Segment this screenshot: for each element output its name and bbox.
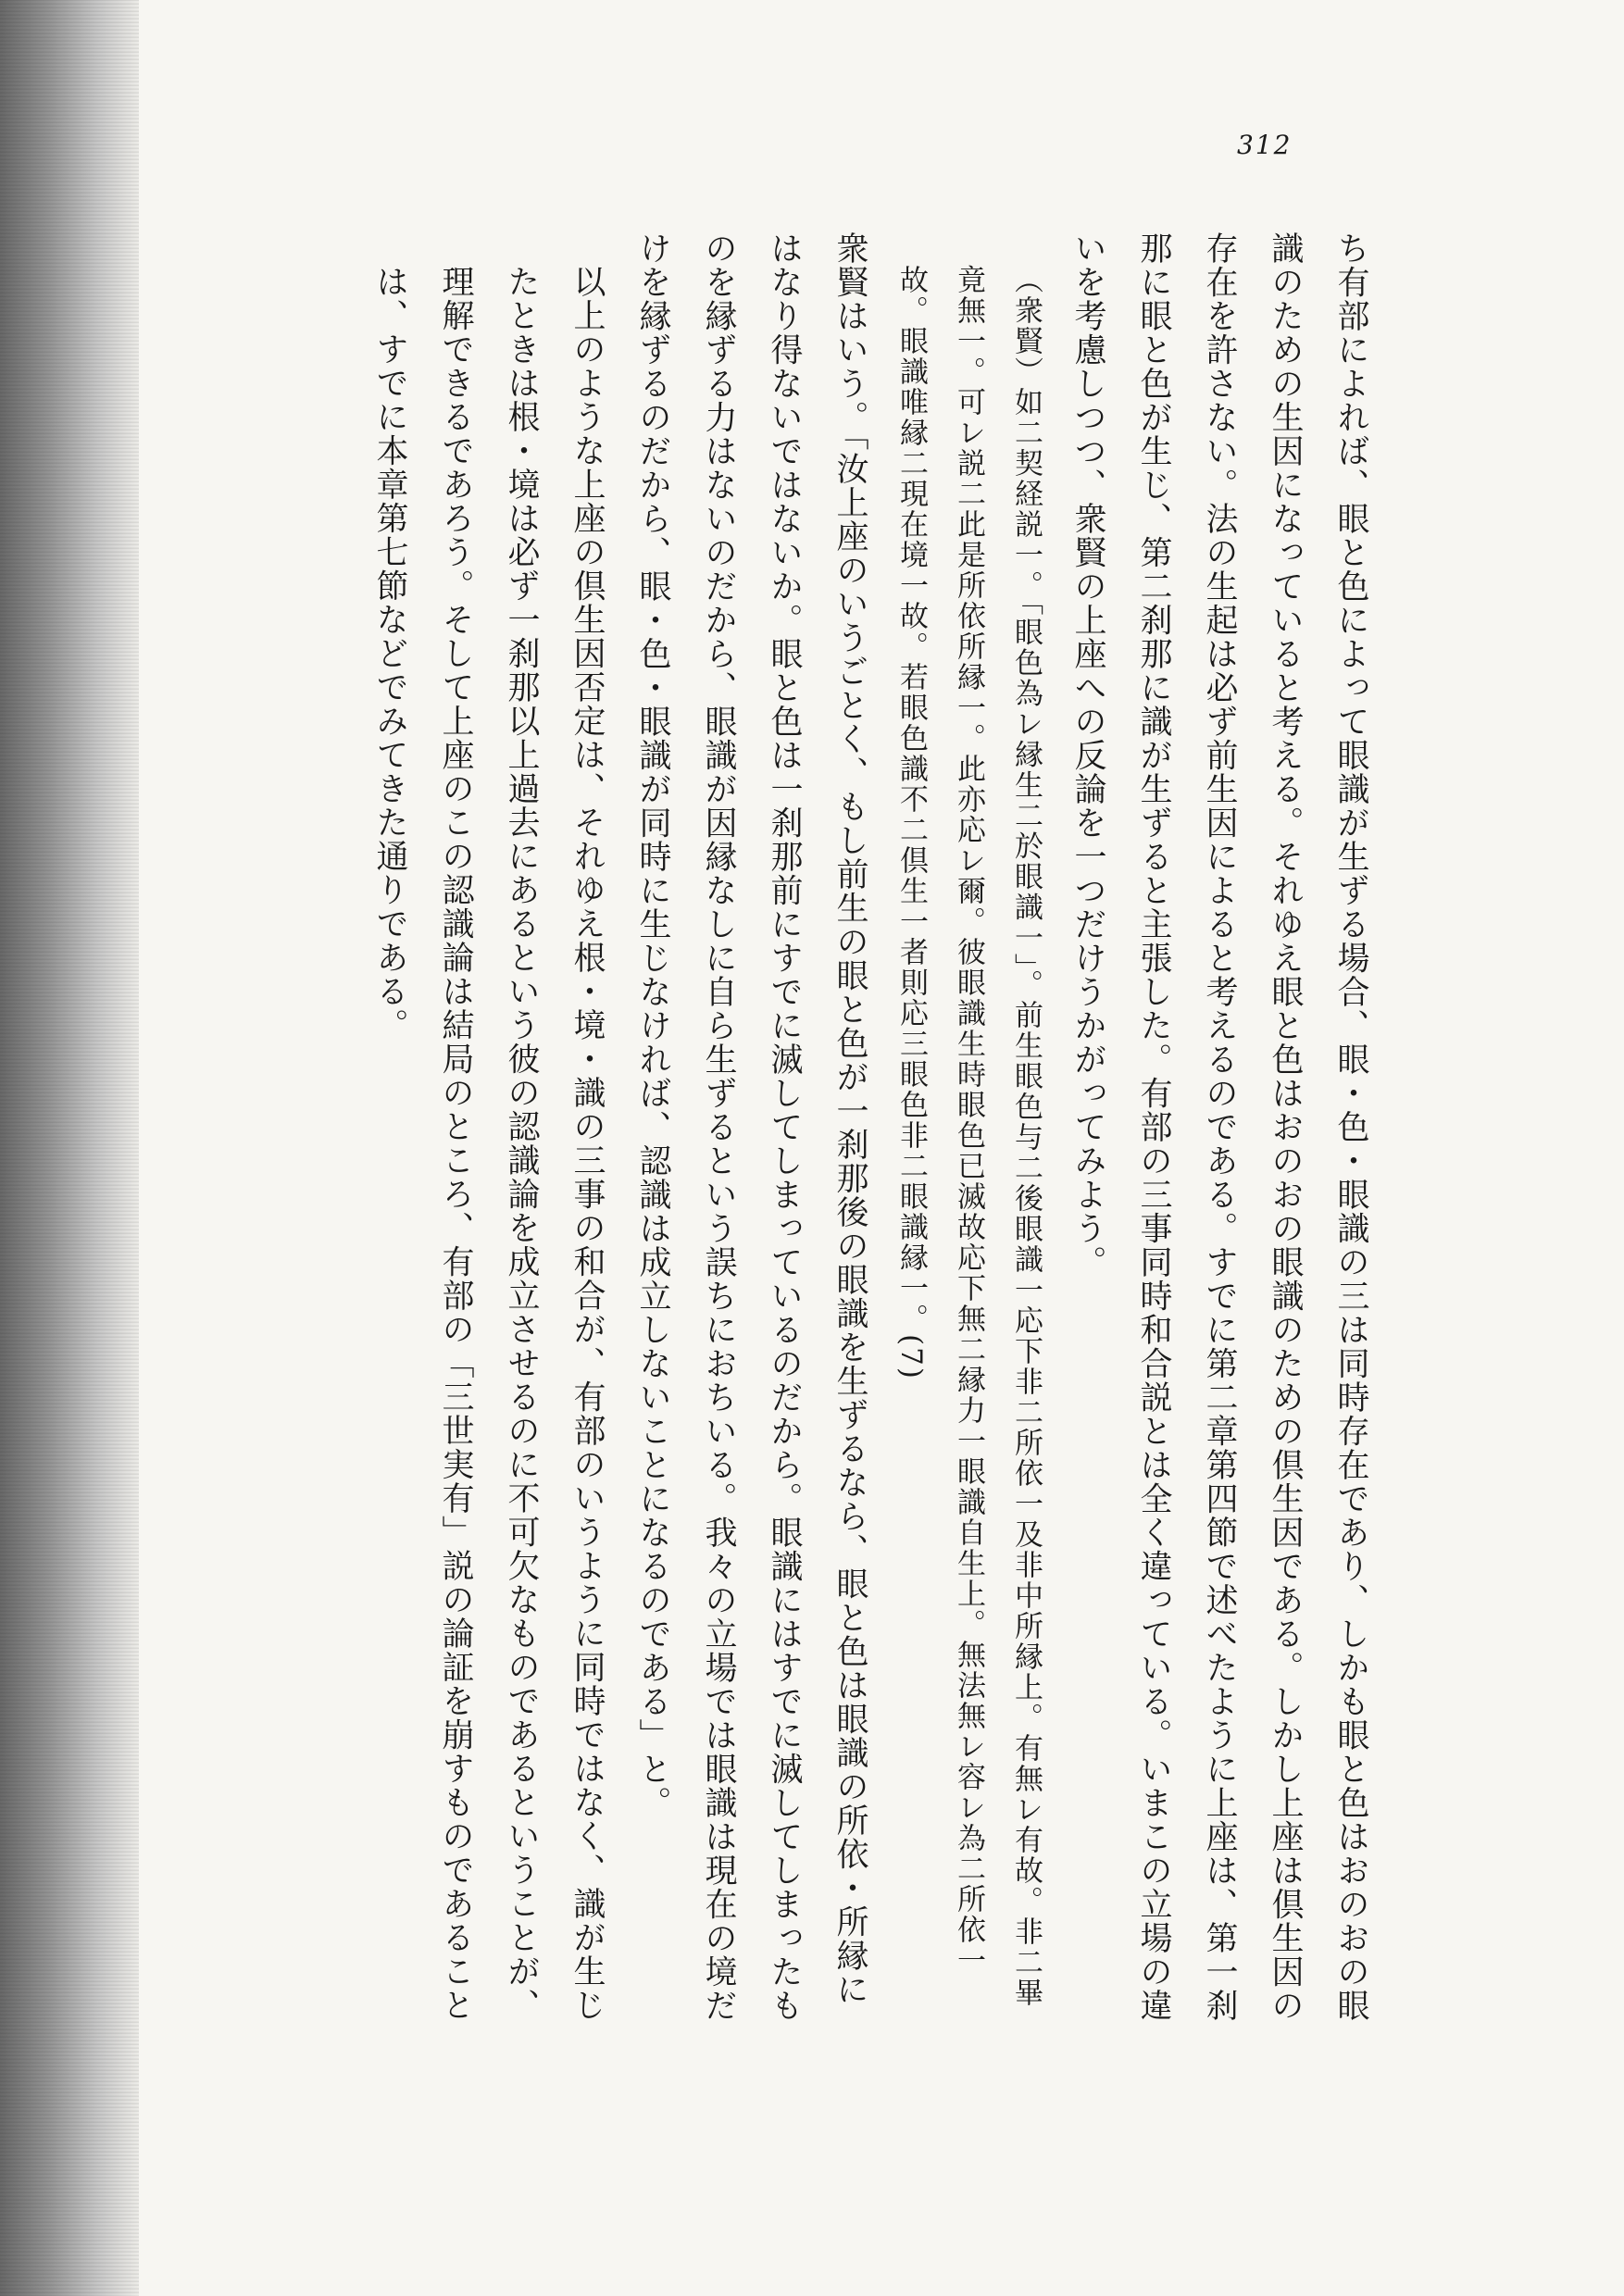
quoted-passage: （衆賢）如二契経説一。「眼色為レ縁生二於眼識一」。前生眼色与二後眼識一応下非二所依一及非中所縁上。有無レ有故。非二畢竟無一。可レ説二此是所依所縁一。此亦応レ爾。彼眼識生時眼色已滅故応下無二縁力一眼識自生上。無法無レ容レ為二所依一故。眼識唯縁二現在境一故。若眼色識不二倶生一者則応三眼色非二眼識縁一。(7) (894, 265, 1043, 2008)
paragraph-1: ち有部によれば、眼と色によって眼識が生ずる場合、眼・色・眼識の三は同時存在であり、しかも眼と色はおのおの眼識のための生因になっていると考える。それゆえ眼と色はおのおの眼識のための倶生因である。しかし上座は倶生因の存在を許さない。法の生起は必ず前生因によると考えるのである。すでに第二章第四節で述べたように上座は、第一刹那に眼と色が生じ、第二刹那に識が生ずると主張した。有部の三事同時和合説とは全く違っている。いまこの立場の違いを考慮しつつ、衆賢の上座への反論を一つだけうかがってみよう。 (1069, 231, 1369, 2023)
page-number: 312 (1237, 130, 1293, 160)
scan-shadow (0, 0, 139, 2296)
paragraph-3: 以上のような上座の倶生因否定は、それゆえ根・境・識の三事の和合が、有部のいうように同時ではなく、識が生じたときは根・境は必ず一刹那以上過去にあるという彼の認識論を成立させるのに不可欠なものであるということが、理解できるであろう。そして上座のこの認識論は結局のところ、有部の「三世実有」説の論証を崩すものであることは、すでに本章第七節などでみてきた通りである。 (371, 265, 606, 2022)
paragraph-2: 衆賢はいう。「汝上座のいうごとく、もし前生の眼と色が一刹那後の眼識を生ずるなら、眼と色は眼識の所依・所縁にはなり得ないではないか。眼と色は一刹那前にすでに滅してしまっているのだから。眼識にはすでに滅してしまったものを縁ずる力はないのだから、眼識が因縁なしに自ら生ずるという誤ちにおちいる。我々の立場では眼識は現在の境だけを縁ずるのだから、眼・色・眼識が同時に生じなければ、認識は成立しないことになるのである」と。 (634, 231, 868, 2023)
body-text (356, 231, 1383, 2028)
